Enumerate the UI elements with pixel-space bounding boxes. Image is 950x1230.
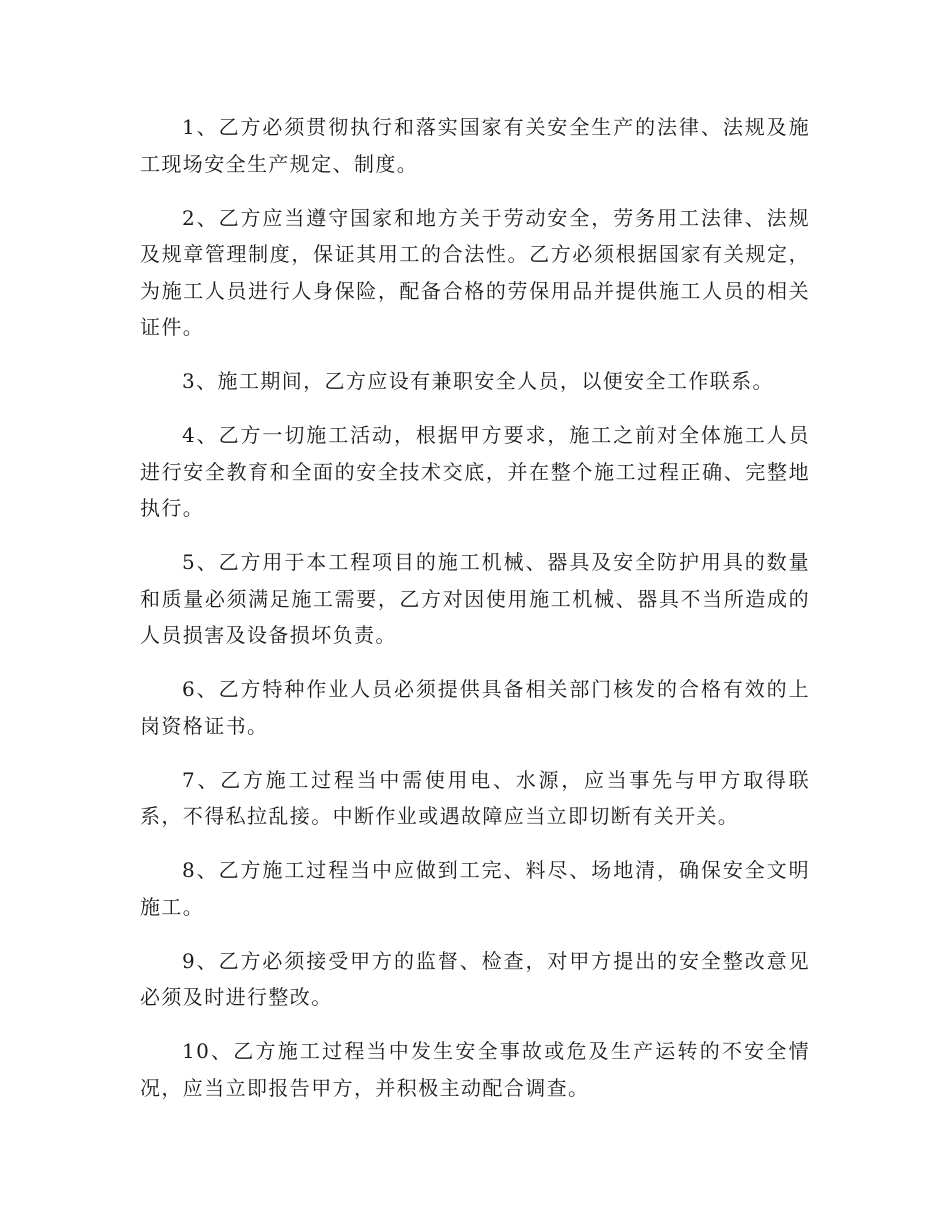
clause-5: 5、乙方用于本工程项目的施工机械、器具及安全防护用具的数量和质量必须满足施工需要，乙方对因使用施工机械、器具不当所造成的人员损害及设备损坏负责。 — [140, 550, 810, 647]
clause-10: 10、乙方施工过程当中发生安全事故或危及生产运转的不安全情况，应当立即报告甲方，并积极主动配合调查。 — [140, 1039, 810, 1100]
clause-7: 7、乙方施工过程当中需使用电、水源，应当事先与甲方取得联系，不得私拉乱接。中断作业或遇故障应当立即切断有关开关。 — [140, 767, 810, 828]
clause-6: 6、乙方特种作业人员必须提供具备相关部门核发的合格有效的上岗资格证书。 — [140, 677, 810, 738]
clause-8: 8、乙方施工过程当中应做到工完、料尽、场地清，确保安全文明施工。 — [140, 858, 810, 919]
clause-3: 3、施工期间，乙方应设有兼职安全人员，以便安全工作联系。 — [182, 369, 774, 393]
clause-4: 4、乙方一切施工活动，根据甲方要求，施工之前对全体施工人员进行安全教育和全面的安全技术交底，并在整个施工过程正确、完整地执行。 — [140, 423, 810, 520]
clause-9: 9、乙方必须接受甲方的监督、检查，对甲方提出的安全整改意见必须及时进行整改。 — [140, 948, 810, 1009]
clause-2: 2、乙方应当遵守国家和地方关于劳动安全，劳务用工法律、法规及规章管理制度，保证其用工的合法性。乙方必须根据国家有关规定，为施工人员进行人身保险，配备合格的劳保用品并提供施工人员的相关证件。 — [140, 205, 810, 339]
clause-1: 1、乙方必须贯彻执行和落实国家有关安全生产的法律、法规及施工现场安全生产规定、制度。 — [140, 115, 810, 176]
document-body — [140, 109, 810, 1124]
